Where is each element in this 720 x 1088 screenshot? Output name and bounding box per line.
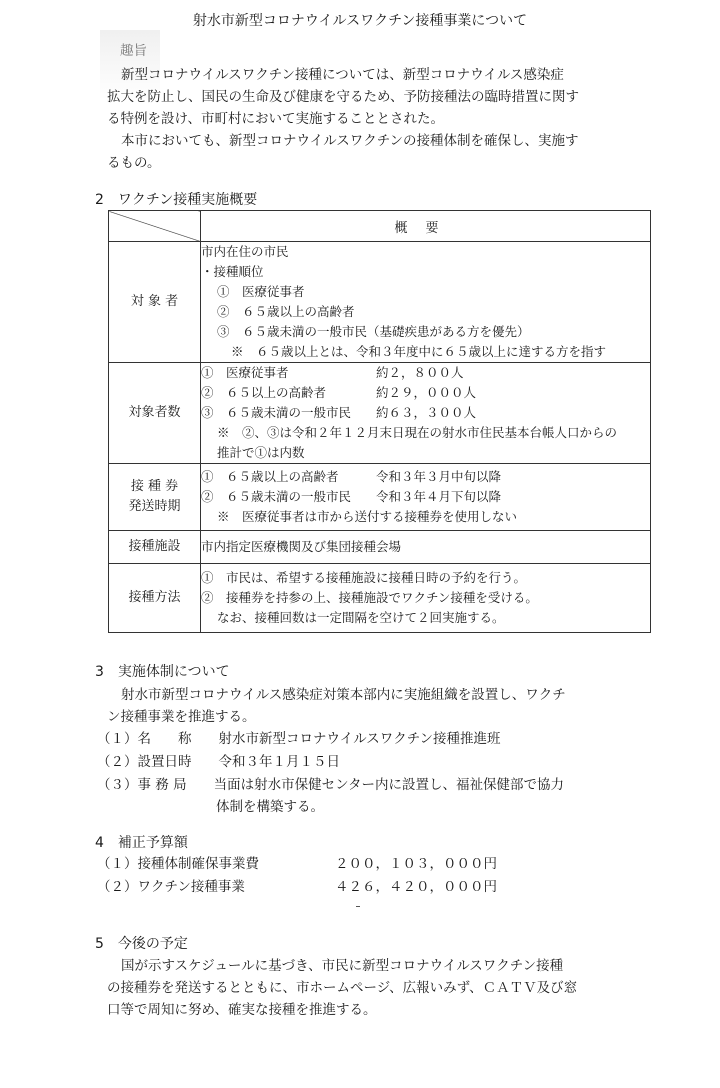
budget-label-1: （１）接種体制確保事業費	[97, 856, 259, 872]
section-5-line-1: 国が示すスケジュールに基づき、市民に新型コロナウイルスワクチン接種	[121, 958, 564, 974]
table-row	[109, 242, 651, 363]
table-header-row	[109, 211, 651, 242]
document-title: 射水市新型コロナウイルスワクチン接種事業について	[192, 13, 528, 29]
content-line: ※ ６５歳以上とは、令和３年度中に６５歳以上に達する方を指す	[231, 344, 607, 359]
section-3-line-5: （３）事 務 局 当面は射水市保健センター内に設置し、福祉保健部で協力	[97, 777, 565, 793]
content-line: ① 医療従事者 約２，８００人	[201, 365, 464, 380]
table-row	[109, 363, 651, 464]
table-row	[109, 531, 651, 564]
section-5-line-3: 口等で周知に努め、確実な接種を推進する。	[107, 1002, 377, 1018]
row-content-ticket	[201, 464, 651, 531]
content-line: 市内在住の市民	[201, 244, 289, 259]
budget-label-2: （２）ワクチン接種事業	[97, 879, 245, 895]
section-2-heading: 2 ワクチン接種実施概要	[95, 192, 258, 208]
section-5-heading: 5 今後の予定	[95, 936, 188, 952]
diagonal-cell	[109, 211, 201, 242]
content-line: ② 接種券を持参の上、接種施設でワクチン接種を受ける。	[201, 590, 538, 605]
content-line: ※ 医療従事者は市から送付する接種券を使用しない	[217, 509, 518, 524]
content-line: ② ６５歳未満の一般市民 令和３年４月下旬以降	[201, 489, 502, 504]
content-line: ③ ６５歳未満の一般市民 約６３，３００人	[201, 405, 477, 420]
scan-mark	[356, 906, 360, 907]
row-content-facility	[201, 531, 651, 564]
section-3-line-1: 射水市新型コロナウイルス感染症対策本部内に実施組織を設置し、ワクチ	[121, 687, 566, 703]
section-1-line-4: 本市においても、新型コロナウイルスワクチンの接種体制を確保し、実施す	[121, 133, 579, 149]
content-line: 市内指定医療機関及び集団接種会場	[201, 539, 402, 554]
content-line: ① 市民は、希望する接種施設に接種日時の予約を行う。	[201, 570, 527, 585]
content-line: ③ ６５歳未満の一般市民（基礎疾患がある方を優先）	[217, 324, 530, 339]
section-3-line-4: （２）設置日時 令和３年１月１５日	[97, 754, 340, 770]
section-1-line-3: る特例を設け、市町村において実施することとされた。	[107, 111, 444, 127]
section-3-line-2: ン接種事業を推進する。	[107, 709, 256, 725]
section-5-line-2: の接種券を発送するとともに、市ホームページ、広報いみず、ＣＡＴＶ及び窓	[107, 980, 578, 996]
label-line: 発送時期	[128, 499, 181, 514]
row-label-facility: 接種施設	[109, 531, 201, 564]
content-line: ② ６５歳以上の高齢者	[217, 304, 355, 319]
row-label-method: 接種方法	[109, 564, 201, 633]
section-3-line-6: 体制を構築する。	[216, 799, 324, 815]
section-3-heading: 3 実施体制について	[95, 664, 230, 680]
content-line: ① ６５歳以上の高齢者 令和３年３月中旬以降	[201, 469, 502, 484]
content-line: なお、接種回数は一定間隔を空けて２回実施する。	[217, 610, 505, 625]
content-line: ① 医療従事者	[217, 284, 305, 299]
content-line: ② ６５以上の高齢者 約２９，０００人	[201, 385, 477, 400]
table-row	[109, 564, 651, 633]
section-4-heading: 4 補正予算額	[95, 835, 188, 851]
label-line: 接 種 券	[130, 479, 179, 494]
section-1-line-5: るもの。	[107, 155, 161, 171]
row-label-count: 対象者数	[109, 363, 201, 464]
section-1-line-1: 新型コロナウイルスワクチン接種については、新型コロナウイルス感染症	[121, 67, 564, 83]
row-label-ticket	[109, 464, 201, 531]
budget-amount-1: ２００，１０３，０００円	[335, 856, 497, 872]
row-content-count	[201, 363, 651, 464]
section-3-line-3: （１）名 称 射水市新型コロナウイルスワクチン接種推進班	[97, 731, 501, 747]
row-content-target	[201, 242, 651, 363]
budget-amount-2: ４２６，４２０，０００円	[335, 879, 497, 895]
section-1-line-2: 拡大を防止し、国民の生命及び健康を守るため、予防接種法の臨時措置に関す	[107, 89, 579, 105]
content-line: ※ ②、③は令和２年１２月末日現在の射水市住民基本台帳人口からの	[217, 425, 618, 440]
overview-table	[108, 210, 651, 633]
table-row	[109, 464, 651, 531]
content-line: ・接種順位	[201, 264, 264, 279]
content-line: 推計で①は内数	[217, 445, 305, 460]
row-label-target: 対 象 者	[109, 242, 201, 363]
section-1-heading: 趣旨	[120, 43, 147, 59]
row-content-method	[201, 564, 651, 633]
header-overview: 概要	[201, 211, 651, 242]
